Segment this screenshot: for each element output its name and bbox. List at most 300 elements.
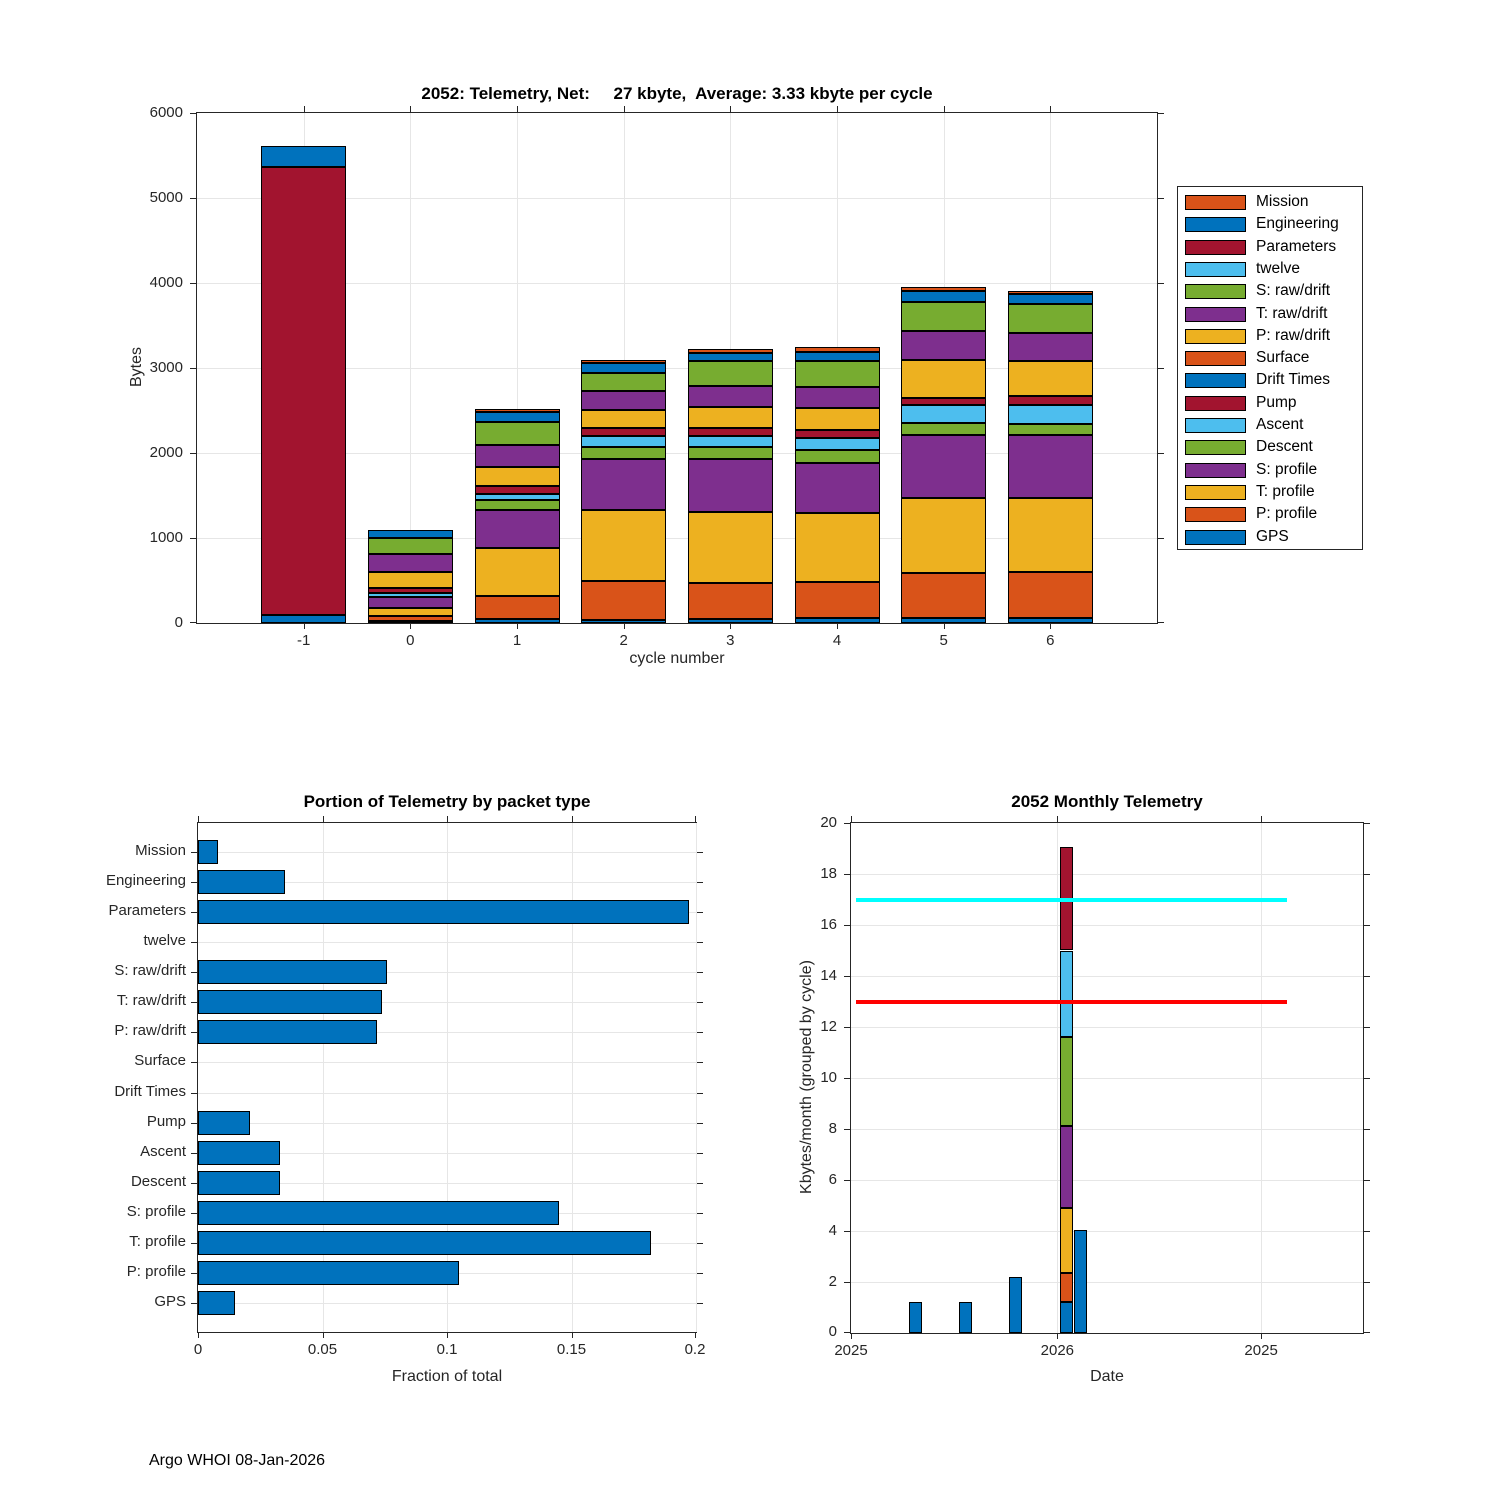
- bar-segment-p-raw-drift: [368, 572, 453, 588]
- bar-segment-p-profile: [368, 616, 453, 621]
- portion-bar-t-raw-drift: [198, 990, 382, 1014]
- category-label: GPS: [154, 1293, 186, 1310]
- x-tick-label: 1: [512, 632, 522, 649]
- bar-segment-t-raw-drift: [688, 386, 773, 407]
- bar-segment-s-profile: [688, 459, 773, 512]
- legend-swatch-s-profile: [1185, 463, 1246, 478]
- category-label: Parameters: [108, 902, 186, 920]
- bar-segment-gps: [1008, 618, 1093, 623]
- y-gridline: [851, 925, 1363, 926]
- x-tick-mark: [851, 816, 852, 822]
- x-tick-label: 3: [726, 632, 735, 649]
- y-gridline: [851, 1180, 1363, 1181]
- y-tick-mark: [191, 1153, 197, 1154]
- bar-segment-s-profile: [901, 435, 986, 498]
- legend-swatch-s-raw-drift: [1185, 284, 1246, 299]
- y-tick-mark: [697, 1273, 703, 1274]
- y-tick-mark: [191, 882, 197, 883]
- y-gridline: [851, 1078, 1363, 1079]
- y-tick-mark: [1364, 1231, 1370, 1232]
- y-tick-mark: [697, 1213, 703, 1214]
- bar-segment-ascent: [475, 494, 560, 501]
- x-tick-mark: [198, 1332, 199, 1338]
- bar-segment-engineering: [261, 146, 346, 166]
- y-tick-mark: [1158, 198, 1164, 199]
- legend-label: T: profile: [1256, 482, 1315, 500]
- reference-line-red: [856, 1000, 1287, 1004]
- footer-text: Argo WHOI 08-Jan-2026: [149, 1452, 326, 1469]
- bar-segment-ascent: [581, 436, 666, 447]
- y-tick-mark: [697, 1183, 703, 1184]
- y-gridline: [198, 942, 696, 943]
- x-tick-mark: [1050, 623, 1051, 629]
- bar-segment-s-raw-drift: [795, 361, 880, 387]
- y-tick-mark: [1158, 368, 1164, 369]
- bar-segment-engineering: [795, 352, 880, 361]
- y-tick-mark: [190, 453, 196, 454]
- monthly-bar-segment: [1060, 951, 1073, 1038]
- x-tick-label: 0: [193, 1341, 203, 1358]
- category-label: Descent: [130, 1172, 186, 1190]
- bar-segment-engineering: [581, 363, 666, 372]
- y-tick-mark: [191, 942, 197, 943]
- x-tick-mark: [1261, 1333, 1262, 1339]
- x-tick-mark: [447, 1332, 448, 1338]
- bar-segment-mission: [795, 347, 880, 352]
- y-tick-mark: [1364, 925, 1370, 926]
- bar-segment-pump: [1008, 396, 1093, 405]
- y-tick-label: 14: [820, 967, 837, 984]
- telemetry-chart: [149, 104, 1158, 649]
- y-gridline: [198, 1303, 696, 1304]
- x-tick-label: 0.15: [556, 1341, 587, 1358]
- bar-segment-descent: [901, 423, 986, 435]
- x-tick-mark: [837, 106, 838, 112]
- bar-segment-p-profile: [475, 596, 560, 619]
- x-tick-mark: [323, 816, 324, 822]
- legend-label: Parameters: [1256, 237, 1337, 255]
- y-tick-mark: [191, 1213, 197, 1214]
- y-tick-mark: [844, 823, 850, 824]
- portion-x-axis-label: Fraction of total: [391, 1368, 503, 1385]
- y-tick-label: 12: [820, 1018, 837, 1035]
- category-label: Mission: [135, 842, 186, 859]
- bar-segment-s-profile: [795, 463, 880, 514]
- legend-label: P: profile: [1256, 505, 1318, 523]
- legend-item: [1178, 259, 1362, 281]
- category-label: P: profile: [126, 1262, 186, 1280]
- bar-segment-pump: [368, 588, 453, 593]
- bar-segment-p-profile: [581, 581, 666, 619]
- telemetry-chart-title: 2052: Telemetry, Net: 27 kbyte, Average: 3.33 kbyte per cycle: [421, 84, 933, 103]
- y-tick-label: 2000: [149, 444, 183, 461]
- y-tick-mark: [1364, 874, 1370, 875]
- monthly-bar-segment: [959, 1302, 972, 1333]
- y-tick-label: 6: [828, 1171, 837, 1188]
- legend-item: [1178, 304, 1362, 326]
- y-gridline: [851, 874, 1363, 875]
- bar-segment-pump: [475, 486, 560, 493]
- legend-swatch-gps: [1185, 530, 1246, 545]
- legend-item: [1178, 192, 1362, 214]
- x-tick-label: 0.05: [307, 1341, 338, 1358]
- bar-segment-descent: [475, 500, 560, 509]
- x-tick-mark: [624, 106, 625, 112]
- category-label: twelve: [143, 932, 186, 950]
- y-gridline: [198, 1062, 696, 1063]
- x-tick-mark: [624, 623, 625, 629]
- bar-segment-gps: [795, 618, 880, 623]
- monthly-bar-segment: [1060, 1208, 1073, 1273]
- bar-segment-pump: [688, 428, 773, 436]
- y-tick-label: 2: [828, 1273, 837, 1290]
- y-tick-mark: [1158, 538, 1164, 539]
- legend-swatch-t-raw-drift: [1185, 307, 1246, 322]
- y-tick-mark: [191, 1032, 197, 1033]
- y-tick-mark: [191, 1273, 197, 1274]
- legend-label: S: raw/drift: [1256, 282, 1331, 300]
- legend-item: [1178, 482, 1362, 504]
- bar-segment-ascent: [1008, 405, 1093, 424]
- x-tick-mark: [304, 106, 305, 112]
- bar-segment-gps: [475, 619, 560, 623]
- legend-label: Descent: [1256, 438, 1313, 456]
- bar-segment-p-raw-drift: [1008, 361, 1093, 396]
- bar-segment-p-profile: [1008, 572, 1093, 618]
- legend-label: P: raw/drift: [1256, 326, 1331, 344]
- bar-segment-mission: [688, 349, 773, 353]
- y-tick-mark: [844, 1129, 850, 1130]
- y-tick-mark: [844, 1078, 850, 1079]
- category-label: T: profile: [129, 1232, 186, 1250]
- bar-segment-gps: [581, 620, 666, 623]
- x-tick-mark: [1057, 816, 1058, 822]
- portion-bar-engineering: [198, 870, 285, 894]
- bar-segment-s-profile: [581, 459, 666, 511]
- bar-segment-s-raw-drift: [581, 373, 666, 392]
- monthly-chart-title: 2052 Monthly Telemetry: [1011, 792, 1203, 811]
- x-tick-label: 2025: [834, 1342, 868, 1359]
- legend-item: [1178, 281, 1362, 303]
- portion-bar-s-profile: [198, 1201, 559, 1225]
- y-tick-mark: [190, 113, 196, 114]
- portion-bar-t-profile: [198, 1231, 651, 1255]
- portion-bar-descent: [198, 1171, 280, 1195]
- portion-bar-pump: [198, 1111, 250, 1135]
- y-tick-mark: [697, 1243, 703, 1244]
- x-tick-mark: [851, 1333, 852, 1339]
- legend-swatch-mission: [1185, 195, 1246, 210]
- category-label: Pump: [146, 1112, 186, 1130]
- x-tick-mark: [730, 623, 731, 629]
- legend-swatch-p-profile: [1185, 507, 1246, 522]
- bar-segment-p-profile: [901, 573, 986, 619]
- bar-segment-mission: [475, 409, 560, 412]
- bar-segment-t-profile: [368, 608, 453, 616]
- y-tick-mark: [191, 1002, 197, 1003]
- monthly-chart: [820, 814, 1364, 1359]
- portion-bar-p-profile: [198, 1261, 459, 1285]
- y-tick-mark: [697, 972, 703, 973]
- y-tick-mark: [844, 1282, 850, 1283]
- bar-segment-descent: [795, 450, 880, 462]
- bar-segment-pump: [795, 430, 880, 438]
- legend-item: [1178, 326, 1362, 348]
- y-gridline: [851, 1129, 1363, 1130]
- y-tick-mark: [191, 1243, 197, 1244]
- y-tick-mark: [1158, 113, 1164, 114]
- x-tick-label: -1: [296, 632, 311, 649]
- bar-segment-p-raw-drift: [688, 407, 773, 429]
- x-tick-mark: [517, 623, 518, 629]
- y-tick-mark: [697, 1303, 703, 1304]
- legend-swatch-parameters: [1185, 240, 1246, 255]
- legend-label: Engineering: [1256, 215, 1339, 233]
- y-tick-label: 8: [828, 1120, 837, 1137]
- bar-segment-t-profile: [581, 510, 666, 581]
- legend-label: Surface: [1256, 349, 1310, 367]
- y-gridline: [851, 1027, 1363, 1028]
- reference-line-cyan: [856, 898, 1287, 902]
- category-label: Ascent: [140, 1142, 186, 1160]
- y-tick-label: 20: [820, 814, 837, 831]
- x-tick-mark: [572, 816, 573, 822]
- y-tick-mark: [844, 1231, 850, 1232]
- x-tick-label: 0: [406, 632, 415, 649]
- bar-segment-pump: [901, 398, 986, 406]
- bar-segment-t-profile: [1008, 498, 1093, 572]
- y-tick-mark: [190, 198, 196, 199]
- y-tick-mark: [1364, 1180, 1370, 1181]
- telemetry-x-axis-label: cycle number: [629, 650, 725, 667]
- bar-segment-t-raw-drift: [1008, 333, 1093, 361]
- x-tick-label: 0.2: [684, 1341, 706, 1358]
- bar-segment-s-profile: [1008, 435, 1093, 498]
- x-tick-label: 0.1: [436, 1341, 458, 1358]
- monthly-bar-segment: [1060, 1037, 1073, 1126]
- legend-item: [1178, 370, 1362, 392]
- legend-swatch-ascent: [1185, 418, 1246, 433]
- y-tick-label: 4000: [149, 274, 183, 291]
- x-tick-mark: [695, 1332, 696, 1338]
- category-label: P: raw/drift: [114, 1022, 186, 1040]
- y-tick-mark: [190, 368, 196, 369]
- y-tick-mark: [697, 912, 703, 913]
- bar-segment-parameters: [261, 167, 346, 616]
- legend: [1177, 186, 1363, 550]
- bar-segment-s-raw-drift: [368, 538, 453, 554]
- y-tick-mark: [697, 1093, 703, 1094]
- y-tick-mark: [191, 852, 197, 853]
- monthly-bar-segment: [1009, 1277, 1022, 1333]
- y-tick-mark: [844, 925, 850, 926]
- y-gridline: [851, 976, 1363, 977]
- y-tick-mark: [191, 972, 197, 973]
- y-tick-label: 16: [820, 916, 837, 933]
- x-tick-mark: [410, 623, 411, 629]
- bar-segment-engineering: [368, 530, 453, 538]
- y-tick-label: 18: [820, 865, 837, 882]
- legend-label: GPS: [1256, 527, 1289, 545]
- x-tick-label: 2026: [1040, 1342, 1075, 1359]
- bar-segment-gps: [368, 621, 453, 623]
- y-gridline: [198, 1093, 696, 1094]
- bar-segment-p-raw-drift: [795, 408, 880, 430]
- bar-segment-s-raw-drift: [901, 302, 986, 331]
- bar-segment-s-raw-drift: [475, 422, 560, 445]
- y-tick-mark: [191, 912, 197, 913]
- y-tick-mark: [844, 1180, 850, 1181]
- y-tick-mark: [697, 1062, 703, 1063]
- legend-swatch-p-raw-drift: [1185, 329, 1246, 344]
- portion-bar-ascent: [198, 1141, 280, 1165]
- bar-segment-t-profile: [901, 498, 986, 572]
- y-tick-mark: [697, 942, 703, 943]
- category-label: T: raw/drift: [116, 992, 186, 1010]
- portion-bar-parameters: [198, 900, 689, 924]
- bar-segment-mission: [581, 360, 666, 363]
- x-tick-mark: [517, 106, 518, 112]
- y-tick-label: 0: [828, 1323, 837, 1340]
- x-tick-mark: [304, 623, 305, 629]
- y-tick-mark: [191, 1093, 197, 1094]
- portion-bar-mission: [198, 840, 218, 864]
- legend-label: T: raw/drift: [1256, 304, 1328, 322]
- y-tick-label: 0: [174, 614, 183, 631]
- legend-item: [1178, 504, 1362, 526]
- bar-segment-t-raw-drift: [368, 554, 453, 572]
- legend-item: [1178, 460, 1362, 482]
- bar-segment-gps: [261, 615, 346, 623]
- y-tick-mark: [697, 1123, 703, 1124]
- y-tick-mark: [1364, 1129, 1370, 1130]
- bar-segment-pump: [581, 428, 666, 436]
- y-tick-mark: [844, 1027, 850, 1028]
- bar-segment-s-profile: [475, 510, 560, 548]
- bar-segment-descent: [688, 447, 773, 460]
- x-tick-mark: [447, 816, 448, 822]
- y-tick-mark: [697, 1032, 703, 1033]
- bar-segment-s-raw-drift: [688, 361, 773, 386]
- y-tick-mark: [1364, 1282, 1370, 1283]
- bar-segment-descent: [581, 447, 666, 458]
- portion-bar-s-raw-drift: [198, 960, 387, 984]
- bar-segment-ascent: [368, 593, 453, 597]
- x-tick-label: 2025: [1244, 1342, 1278, 1359]
- legend-item: [1178, 415, 1362, 437]
- bar-segment-t-raw-drift: [581, 391, 666, 410]
- x-gridline: [696, 823, 697, 1332]
- y-tick-mark: [844, 874, 850, 875]
- monthly-bar-segment: [1074, 1230, 1087, 1333]
- x-tick-mark: [323, 1332, 324, 1338]
- legend-label: Drift Times: [1256, 371, 1331, 389]
- bar-segment-p-raw-drift: [901, 360, 986, 397]
- y-tick-label: 10: [820, 1069, 837, 1086]
- legend-item: [1178, 214, 1362, 236]
- y-tick-mark: [190, 283, 196, 284]
- monthly-bar-segment: [1060, 1126, 1073, 1208]
- x-tick-mark: [198, 816, 199, 822]
- y-tick-mark: [191, 1123, 197, 1124]
- x-tick-mark: [1050, 106, 1051, 112]
- y-gridline: [851, 1282, 1363, 1283]
- bar-segment-p-raw-drift: [475, 467, 560, 486]
- bar-segment-engineering: [688, 353, 773, 360]
- monthly-x-axis-label: Date: [1090, 1368, 1124, 1385]
- y-tick-mark: [844, 1332, 850, 1333]
- x-tick-label: 6: [1046, 632, 1055, 649]
- bar-segment-mission: [1008, 291, 1093, 294]
- legend-item: [1178, 527, 1362, 549]
- category-label: Surface: [134, 1052, 186, 1070]
- y-tick-mark: [191, 1183, 197, 1184]
- x-tick-mark: [410, 106, 411, 112]
- portion-chart: [105, 822, 706, 1358]
- y-tick-mark: [191, 1303, 197, 1304]
- y-tick-label: 5000: [149, 189, 183, 206]
- y-tick-mark: [1364, 1027, 1370, 1028]
- category-label: Drift Times: [114, 1082, 186, 1100]
- bar-segment-engineering: [1008, 294, 1093, 304]
- x-tick-mark: [572, 1332, 573, 1338]
- category-label: S: raw/drift: [114, 962, 186, 980]
- x-tick-mark: [944, 623, 945, 629]
- x-tick-label: 2: [619, 632, 628, 649]
- y-tick-mark: [1158, 283, 1164, 284]
- y-tick-mark: [697, 852, 703, 853]
- x-tick-label: 5: [939, 632, 948, 649]
- bar-segment-engineering: [901, 291, 986, 302]
- bar-segment-mission: [901, 287, 986, 291]
- monthly-bar-segment: [1060, 1302, 1073, 1333]
- y-gridline: [198, 852, 696, 853]
- portion-chart-title: Portion of Telemetry by packet type: [303, 792, 591, 811]
- legend-label: S: profile: [1256, 460, 1318, 478]
- legend-item: [1178, 393, 1362, 415]
- x-tick-mark: [1261, 816, 1262, 822]
- y-tick-mark: [697, 1153, 703, 1154]
- y-tick-mark: [190, 622, 196, 623]
- x-tick-mark: [837, 623, 838, 629]
- legend-item: [1178, 348, 1362, 370]
- y-tick-mark: [1364, 1078, 1370, 1079]
- legend-swatch-engineering: [1185, 217, 1246, 232]
- bar-segment-s-profile: [368, 597, 453, 608]
- bar-segment-t-raw-drift: [901, 331, 986, 360]
- y-gridline: [851, 1231, 1363, 1232]
- monthly-bar-segment: [1060, 1273, 1073, 1302]
- bar-segment-engineering: [475, 412, 560, 422]
- bar-segment-ascent: [901, 405, 986, 423]
- y-tick-mark: [697, 882, 703, 883]
- legend-swatch-pump: [1185, 396, 1246, 411]
- y-tick-label: 1000: [149, 529, 183, 546]
- legend-label: Pump: [1256, 393, 1297, 411]
- y-tick-mark: [844, 976, 850, 977]
- y-tick-mark: [1364, 976, 1370, 977]
- bar-segment-p-profile: [688, 583, 773, 619]
- portion-bar-gps: [198, 1291, 235, 1315]
- legend-swatch-twelve: [1185, 262, 1246, 277]
- x-tick-mark: [730, 106, 731, 112]
- y-tick-mark: [1158, 622, 1164, 623]
- monthly-y-axis-label: Kbytes/month (grouped by cycle): [798, 960, 815, 1194]
- bar-segment-s-raw-drift: [1008, 304, 1093, 332]
- bar-segment-gps: [688, 619, 773, 623]
- y-gridline: [198, 1123, 696, 1124]
- bar-segment-p-profile: [795, 582, 880, 618]
